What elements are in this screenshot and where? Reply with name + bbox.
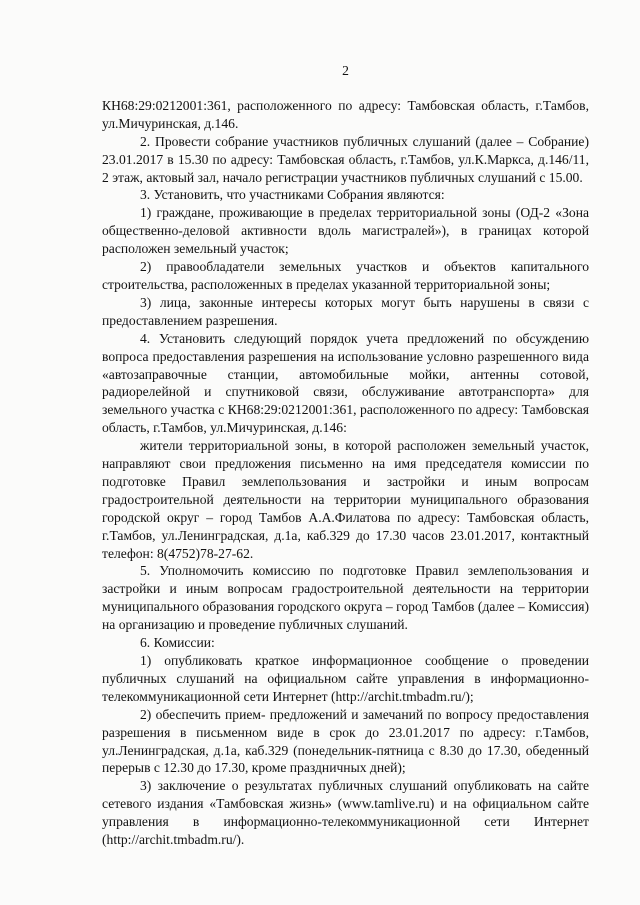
list-item: 3) лица, законные интересы которых могут быть нарушены в связи с предоставлением разрешения. [102, 294, 589, 328]
document-body [102, 97, 589, 849]
paragraph: жители территориальной зоны, в которой расположен земельный участок, направляют свои предложения письменно на имя председателя комиссии по подготовке Правил землепользования и застройки и иным вопросам градостроительной деятельности на территории муниципального образования городской округ – город Тамбов А.А.Филатова по адресу: Тамбовская область, г.Тамбов, ул.Ленинградская, д.1а, каб.329 до 17.30 часов 23.01.2017, контактный телефон: 8(4752)78-27-62. [102, 438, 589, 561]
list-item: 1) опубликовать краткое информационное сообщение о проведении публичных слушаний на официальном сайте управления в информационно-телекоммуникационной сети Интернет (http://archit.tmbadm.ru/); [102, 653, 589, 704]
paragraph: 6. Комиссии: [140, 635, 215, 651]
list-item: 2) обеспечить прием- предложений и замечаний по вопросу предоставления разрешения в письменном виде в срок до 23.01.2017 по адресу: г.Тамбов, ул.Ленинградская, д.1а, каб.329 (понедельник-пятница с 8.30 до 17.30, обеденный перерыв с 12.30 до 17.30, кроме праздничных дней); [102, 706, 589, 776]
list-item: 3) заключение о результатах публичных слушаний опубликовать на сайте сетевого издания «Тамбовская жизнь» (www.tamlive.ru) и на официальном сайте управления в информационно-телекоммуникационной сети Интернет (http://archit.tmbadm.ru/). [102, 778, 589, 848]
page-number: 2 [342, 63, 349, 78]
list-item: 1) граждане, проживающие в пределах территориальной зоны (ОД-2 «Зона общественно-деловой активности вдоль магистралей»), в границах которой расположен земельный участок; [102, 205, 589, 257]
paragraph: КН68:29:0212001:361, расположенного по адресу: Тамбовская область, г.Тамбов, ул.Мичуринская, д.146. [102, 97, 589, 131]
paragraph: 3. Установить, что участниками Собрания являются: [140, 187, 445, 203]
paragraph: 4. Установить следующий порядок учета предложений по обсуждению вопроса предоставления разрешения на использование условно разрешенного вида «автозаправочные станции, автомобильные мойки, антенны сотовой, радиорелейной и спутниковой связи, обслуживание автотранспорта» для земельного участка с КН68:29:0212001:361, расположенного по адресу: Тамбовская область, г.Тамбов, ул.Мичуринская, д.146: [102, 330, 589, 436]
paragraph: 2. Провести собрание участников публичных слушаний (далее – Собрание) 23.01.2017 в 15.30 по адресу: Тамбовская область, г.Тамбов, ул.К.Маркса, д.146/11, 2 этаж, актовый зал, начало регистрации участников публичных слушаний с 15.00. [102, 133, 589, 185]
list-item: 2) правообладатели земельных участков и объектов капитального строительства, расположенных в пределах указанной территориальной зоны; [102, 259, 589, 292]
paragraph: 5. Уполномочить комиссию по подготовке Правил землепользования и застройки и иным вопросам градостроительной деятельности на территории муниципального образования городского округа – город Тамбов (далее – Комиссия) на организацию и проведение публичных слушаний. [102, 563, 589, 633]
